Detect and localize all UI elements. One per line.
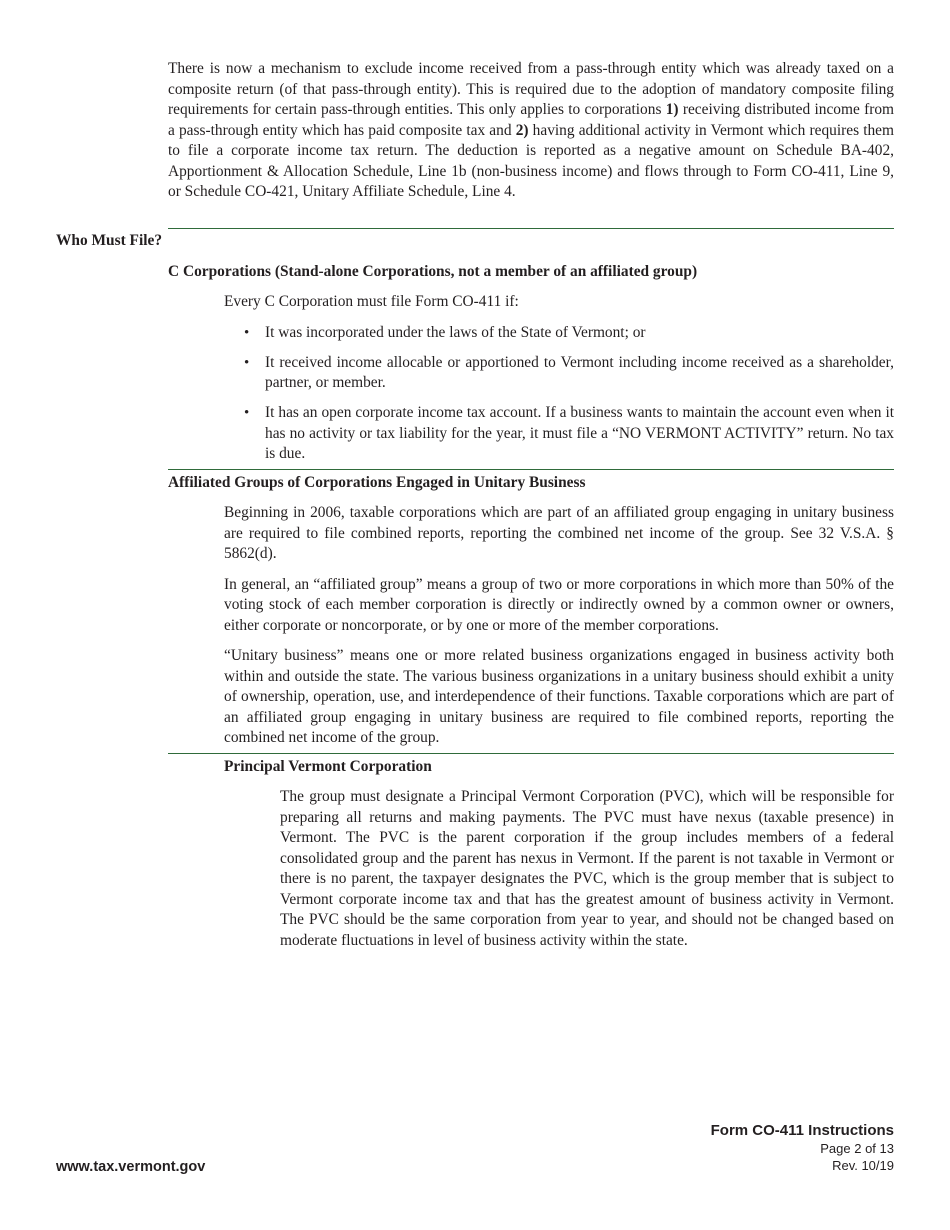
section-divider-pvc (168, 753, 894, 754)
affiliated-groups-block (224, 503, 894, 749)
intro-text-1: There is now a mechanism to exclude income received from a pass-through entity which was already taxed on a composite return (of that pass-through entity). This is required due to the adoption of mandatory composite filing requirements for certain pass-through entities. This only applies to corporations (168, 60, 894, 118)
bullet-icon: • (244, 405, 250, 421)
c-corporations-lead: Every C Corporation must file Form CO-411 if: (224, 293, 519, 310)
affiliated-paragraph-2: In general, an “affiliated group” means a group of two or more corporations in which more than 50% of the voting stock of each member corporation is directly or indirectly owned by a common owner or owners, either corporate or noncorporate, or by one or more of the member corporations. (224, 575, 894, 634)
c-corporations-heading: C Corporations (Stand-alone Corporations, not a member of an affiliated group) (168, 263, 698, 280)
page-number: Page 2 of 13 (820, 1141, 894, 1156)
intro-text-2: receiving distributed income from a pass-through entity which has paid composite tax and (168, 101, 894, 139)
section-divider-affiliated (168, 469, 894, 470)
affiliated-paragraph-3: “Unitary business” means one or more related business organizations engaged in business activity both within and outside the state. The various business organizations in a unitary business should exhibit a unity of ownership, operation, use, and interdependence of their functions. Taxable corporations which are part of an affiliated group engaging in unitary business are required to file combined reports, reporting the combined net income of the group. (224, 647, 894, 746)
pvc-paragraph: The group must designate a Principal Vermont Corporation (PVC), which will be responsible for preparing all returns and making payments. The PVC must have nexus (taxable presence) in Vermont. The PVC is the parent corporation if the group includes members of a federal consolidated group and the parent has nexus in Vermont. If the parent is not taxable in Vermont or there is no parent, the taxpayer designates the PVC, which is the group member that is subject to Vermont corporate income tax and that has the greatest amount of business activity in Vermont. The PVC should be the same corporation from year to year, and should not be changed based on moderate fluctuations in level of business activity within the state. (280, 788, 894, 949)
intro-text-3: having additional activity in Vermont which requires them to file a corporate income tax return. The deduction is reported as a negative amount on Schedule BA-402, Apportionment & Allocation Schedule, Line 1b (non-business income) and flows through to Form CO-411, Line 9, or Schedule CO-421, Unitary Affiliate Schedule, Line 4. (168, 121, 894, 200)
pvc-block (280, 787, 894, 951)
list-item: • It received income allocable or apportioned to Vermont including income received as a shareholder, partner, or member. (244, 353, 894, 391)
section-divider-intro (168, 228, 894, 229)
form-title: Form CO-411 Instructions (710, 1122, 894, 1139)
intro-paragraph (168, 59, 894, 203)
intro-marker-1: 1) (665, 101, 679, 118)
website-link[interactable]: www.tax.vermont.gov (56, 1159, 206, 1175)
intro-marker-2: 2) (515, 121, 529, 139)
bullet-icon: • (244, 354, 250, 371)
c-corporations-block (224, 292, 894, 474)
revision-date: Rev. 10/19 (832, 1158, 894, 1173)
affiliated-groups-heading: Affiliated Groups of Corporations Engaged in Unitary Business (168, 474, 586, 491)
affiliated-paragraph-1: Beginning in 2006, taxable corporations which are part of an affiliated group engaging in unitary business are required to file combined reports, reporting the combined net income of the group. See 32 V.S.A. § 5862(d). (224, 504, 894, 562)
who-must-file-heading: Who Must File? (56, 232, 163, 249)
bullet-icon: • (244, 324, 250, 341)
pvc-heading: Principal Vermont Corporation (224, 758, 432, 775)
footer-form-info (711, 1121, 894, 1174)
c-corporations-list (224, 323, 894, 465)
list-item: • It was incorporated under the laws of the State of Vermont; or (224, 323, 894, 344)
list-item: • It has an open corporate income tax account. If a business wants to maintain the account even when it has no activity or tax liability for the year, it must file a “NO VERMONT ACTIVITY” return. No tax is due. (244, 404, 894, 462)
